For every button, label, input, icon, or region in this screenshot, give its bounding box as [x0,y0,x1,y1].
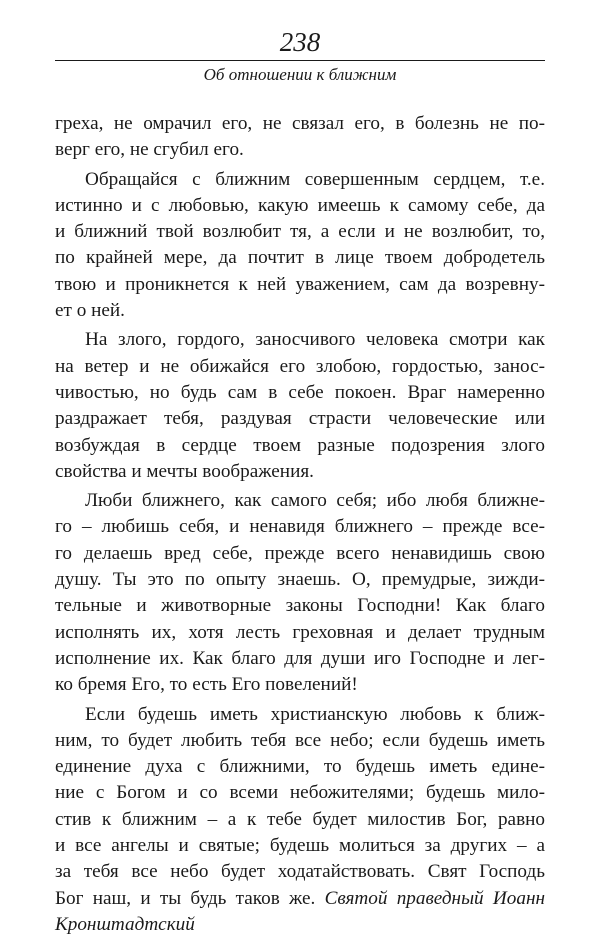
page-number: 238 [279,27,321,57]
text-line: ко бремя Его, то есть Его повелений! [55,674,358,696]
text-line: и ближний твой возлюбит тя, а если и не возлюбит, то, [55,221,545,243]
text-line-with-attribution [55,886,545,912]
text-line: Обращайся с ближним совершенным сердцем, т.е. [85,168,545,190]
paragraph-2 [55,167,545,325]
text-line: Люби ближнего, как самого себя; ибо любя ближне- [85,490,545,512]
body-text [55,111,545,938]
text-line: Если будешь иметь христианскую любовь к ближ- [85,703,545,725]
text-line: го – любишь себя, и ненавидя ближнего – прежде все- [55,516,545,538]
text-line: исполнение их. Как благо для души иго Господне и лег- [55,647,545,669]
paragraph-5 [55,702,545,939]
text-line: душу. Ты это по опыту знаешь. О, премудрые, зижди- [55,569,545,591]
paragraph-1 [55,111,545,164]
running-title: Об отношении к ближним [203,65,397,84]
attribution: Святой праведный Иоанн [324,887,545,909]
book-page [55,26,545,941]
text-line: ет о ней. [55,300,125,322]
text-line: истинно и с любовью, какую имеешь к самому себе, да [55,194,545,216]
text-line: го делаешь вред себе, прежде всего ненавидишь свою [55,542,545,564]
text-line: свойства и мечты воображения. [55,460,314,482]
text-line: единение духа с ближними, то будешь иметь едине- [55,756,545,778]
text-line: на ветер и не обижайся его злобою, гордостью, занос- [55,355,545,377]
text-line: На злого, гордого, заносчивого человека смотри как [85,329,545,351]
text-line: возбуждая в сердце твоем разные подозрения злого [55,434,545,456]
paragraph-4 [55,488,545,698]
text-line: за тебя все небо будет ходатайствовать. Свят Господь [55,861,545,883]
text-line: греха, не омрачил его, не связал его, в болезнь не по- [55,113,545,134]
text-line-final: Бог наш, и ты будь таков же. [55,887,316,909]
text-line: чивостью, но будь сам в себе покоен. Враг намеренно [55,381,545,403]
text-line: по крайней мере, да почтит в лице твоем добродетель [55,247,545,269]
header-rule [55,60,545,61]
text-line: и все ангелы и святые; будешь молиться за других – а [55,835,545,857]
text-line: исполнять их, хотя лесть греховная и делает трудным [55,621,545,643]
text-line: ние с Богом и со всеми небожителями; будешь мило- [55,782,545,804]
paragraph-3 [55,327,545,485]
text-line: раздражает тебя, раздувая страсти человеческие или [55,408,545,430]
text-line: ним, то будет любить тебя все небо; если будешь иметь [55,729,545,751]
text-line: твою и проникнется к ней уважением, сам да возревну- [55,273,545,295]
text-line: стив к ближним – а к тебе будет милостив Бог, равно [55,808,545,830]
text-line: тельные и животворные законы Господни! Как благо [55,595,545,617]
text-line: верг его, не сгубил его. [55,139,244,161]
attribution-continued: Кронштадтский [55,913,195,935]
